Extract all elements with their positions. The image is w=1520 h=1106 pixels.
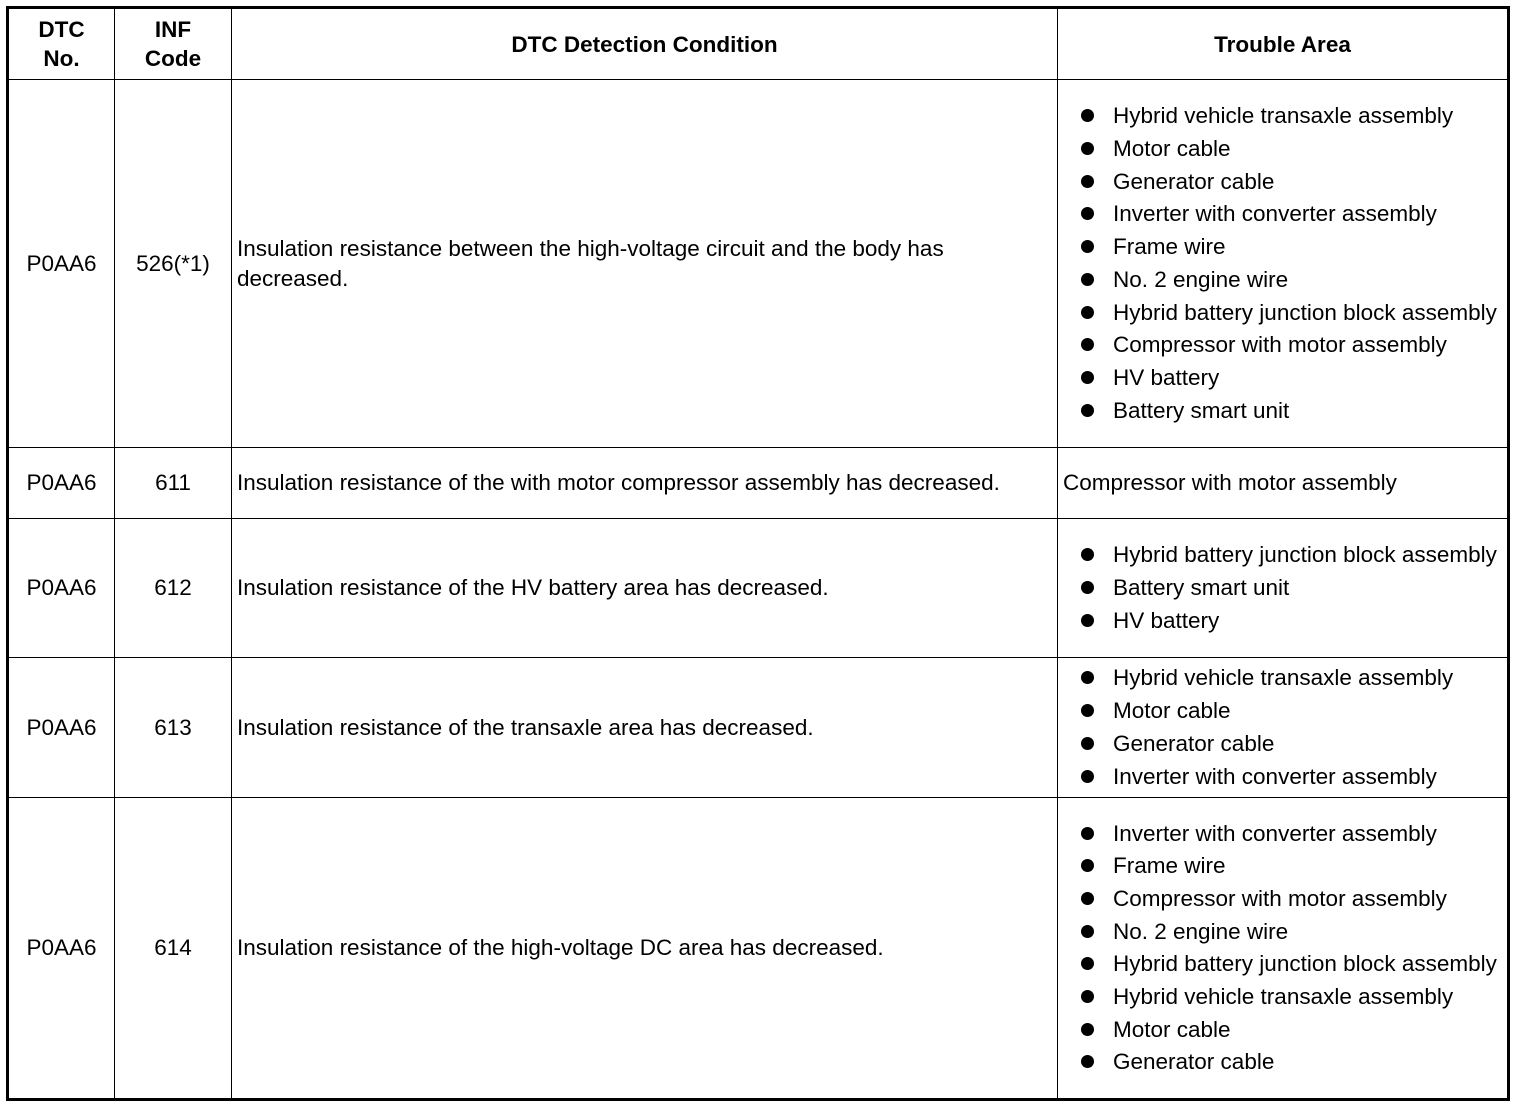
header-dtc-no: [8, 8, 115, 80]
list-item-text: No. 2 engine wire: [1113, 266, 1289, 292]
condition-cell: Insulation resistance of the with motor compressor assembly has decreased.: [232, 448, 1058, 519]
table-row: [8, 519, 1509, 658]
header-inf-code-text: INF Code: [144, 17, 202, 71]
header-dtc-no-text: DTC No.: [38, 17, 85, 71]
list-item-text: Generator cable: [1113, 1049, 1275, 1075]
trouble-area-cell: [1058, 519, 1509, 658]
dtc-cell: P0AA6: [8, 658, 115, 798]
bullet-icon: [1081, 306, 1094, 319]
list-item: [1064, 265, 1499, 295]
dtc-cell: P0AA6: [8, 80, 115, 448]
list-item-text: Motor cable: [1113, 698, 1231, 724]
bullet-icon: [1081, 671, 1094, 684]
dtc-cell: P0AA6: [8, 798, 115, 1100]
list-item-text: HV battery: [1113, 364, 1220, 390]
list-item-text: Generator cable: [1113, 730, 1275, 756]
list-item: [1064, 884, 1499, 914]
header-trouble-area: Trouble Area: [1058, 8, 1509, 80]
list-item-text: Hybrid battery junction block assembly: [1113, 951, 1497, 977]
condition-cell: Insulation resistance of the transaxle area has decreased.: [232, 658, 1058, 798]
bullet-icon: [1081, 142, 1094, 155]
list-item-text: Hybrid battery junction block assembly: [1113, 542, 1497, 568]
list-item-text: Generator cable: [1113, 168, 1275, 194]
trouble-area-list: [1064, 540, 1499, 635]
trouble-area-cell: [1058, 658, 1509, 798]
trouble-area-list: [1064, 663, 1499, 791]
list-item-text: Compressor with motor assembly: [1113, 885, 1447, 911]
trouble-area-list: [1064, 819, 1499, 1078]
list-item: [1064, 982, 1499, 1012]
bullet-icon: [1081, 859, 1094, 872]
list-item-text: Battery smart unit: [1113, 397, 1290, 423]
list-item: [1064, 729, 1499, 759]
list-item-text: Hybrid vehicle transaxle assembly: [1113, 103, 1454, 129]
list-item: [1064, 762, 1499, 792]
trouble-area-cell: [1058, 798, 1509, 1100]
bullet-icon: [1081, 404, 1094, 417]
list-item-text: Motor cable: [1113, 1016, 1231, 1042]
bullet-icon: [1081, 371, 1094, 384]
trouble-area-cell: Compressor with motor assembly: [1058, 448, 1509, 519]
list-item: [1064, 949, 1499, 979]
inf-cell: 613: [115, 658, 232, 798]
header-condition: DTC Detection Condition: [232, 8, 1058, 80]
list-item-text: Battery smart unit: [1113, 575, 1290, 600]
list-item-text: Inverter with converter assembly: [1113, 201, 1437, 227]
bullet-icon: [1081, 957, 1094, 970]
list-item: [1064, 819, 1499, 849]
list-item: [1064, 1047, 1499, 1077]
list-item: [1064, 298, 1499, 328]
bullet-icon: [1081, 109, 1094, 122]
list-item: [1064, 917, 1499, 947]
header-inf-code: [115, 8, 232, 80]
list-item-text: Inverter with converter assembly: [1113, 763, 1437, 789]
list-item: [1064, 573, 1499, 603]
bullet-icon: [1081, 240, 1094, 253]
list-item-text: Motor cable: [1113, 136, 1231, 162]
header-row: [8, 8, 1509, 80]
list-item-text: Hybrid vehicle transaxle assembly: [1113, 665, 1454, 691]
bullet-icon: [1081, 1023, 1094, 1036]
inf-cell: 526(*1): [115, 80, 232, 448]
bullet-icon: [1081, 827, 1094, 840]
bullet-icon: [1081, 338, 1094, 351]
list-item: [1064, 363, 1499, 393]
list-item-text: No. 2 engine wire: [1113, 918, 1289, 944]
bullet-icon: [1081, 1055, 1094, 1068]
dtc-cell: P0AA6: [8, 448, 115, 519]
list-item: [1064, 167, 1499, 197]
list-item: [1064, 851, 1499, 881]
list-item: [1064, 199, 1499, 229]
bullet-icon: [1081, 737, 1094, 750]
bullet-icon: [1081, 770, 1094, 783]
list-item: [1064, 540, 1499, 570]
list-item: [1064, 696, 1499, 726]
dtc-table: [6, 6, 1510, 1101]
list-item: [1064, 330, 1499, 360]
bullet-icon: [1081, 704, 1094, 717]
table-row: [8, 658, 1509, 798]
bullet-icon: [1081, 548, 1094, 561]
bullet-icon: [1081, 273, 1094, 286]
list-item: [1064, 396, 1499, 426]
list-item: [1064, 101, 1499, 131]
list-item-text: Frame wire: [1113, 234, 1226, 260]
list-item-text: Inverter with converter assembly: [1113, 820, 1437, 846]
list-item: [1064, 663, 1499, 693]
list-item: [1064, 134, 1499, 164]
table-row: [8, 798, 1509, 1100]
trouble-area-list: [1064, 101, 1499, 425]
bullet-icon: [1081, 581, 1094, 594]
inf-cell: 611: [115, 448, 232, 519]
list-item-text: Frame wire: [1113, 853, 1226, 879]
condition-cell: Insulation resistance of the high-voltage DC area has decreased.: [232, 798, 1058, 1100]
inf-cell: 614: [115, 798, 232, 1100]
list-item: [1064, 606, 1499, 636]
table-row: [8, 80, 1509, 448]
list-item-text: HV battery: [1113, 607, 1220, 633]
condition-cell: Insulation resistance between the high-voltage circuit and the body has decreased.: [232, 80, 1058, 448]
list-item: [1064, 1015, 1499, 1045]
bullet-icon: [1081, 175, 1094, 188]
bullet-icon: [1081, 892, 1094, 905]
bullet-icon: [1081, 990, 1094, 1003]
dtc-cell: P0AA6: [8, 519, 115, 658]
list-item-text: Hybrid battery junction block assembly: [1113, 299, 1497, 325]
table-row: [8, 448, 1509, 519]
list-item-text: Hybrid vehicle transaxle assembly: [1113, 984, 1454, 1010]
trouble-area-cell: [1058, 80, 1509, 448]
bullet-icon: [1081, 614, 1094, 627]
list-item: [1064, 232, 1499, 262]
inf-cell: 612: [115, 519, 232, 658]
bullet-icon: [1081, 925, 1094, 938]
bullet-icon: [1081, 207, 1094, 220]
condition-cell: Insulation resistance of the HV battery area has decreased.: [232, 519, 1058, 658]
list-item-text: Compressor with motor assembly: [1113, 332, 1447, 358]
